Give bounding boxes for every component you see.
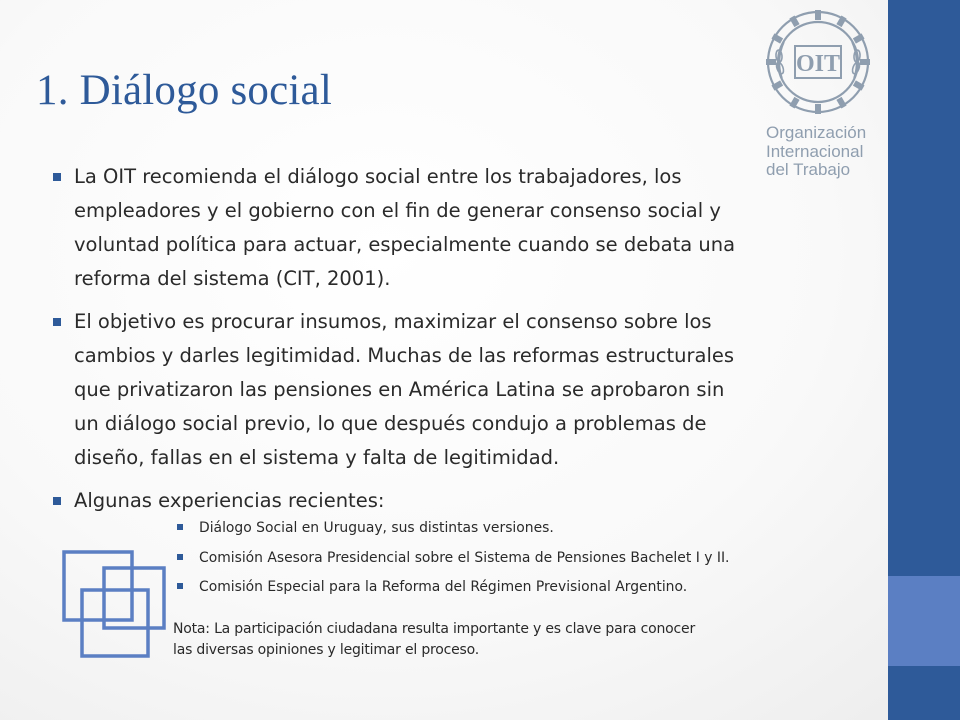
bullet-item [50, 305, 795, 475]
sub-bullet-item [175, 578, 795, 596]
bullet-list [50, 160, 795, 608]
org-name-line: Organización [766, 123, 867, 142]
sub-bullet-item [175, 549, 795, 567]
sub-bullet-text: Comisión Asesora Presidencial sobre el Sistema de Pensiones Bachelet I y II. [199, 549, 730, 566]
note-line: las diversas opiniones y legitimar el proceso. [173, 642, 480, 658]
square-bullet-icon [177, 524, 183, 530]
slide-title: 1. Diálogo social [36, 67, 332, 114]
right-accent-block [888, 576, 960, 666]
oit-logo [758, 8, 878, 120]
bullet-line: empleadores y el gobierno con el fin de generar consenso social y [74, 199, 721, 222]
bullet-line: reforma del sistema (CIT, 2001). [74, 267, 391, 290]
bullet-line: cambios y darles legitimidad. Muchas de las reformas estructurales [74, 344, 735, 367]
org-name-line: Internacional [766, 141, 864, 161]
square-bullet-icon [53, 497, 61, 505]
logo-acronym: OIT [795, 51, 841, 77]
bullet-line: Algunas experiencias recientes: [74, 489, 385, 512]
bullet-line: El objetivo es procurar insumos, maximizar el consenso sobre los [74, 310, 712, 333]
square-bullet-icon [53, 173, 61, 181]
sub-bullet-text: Diálogo Social en Uruguay, sus distintas versiones. [199, 520, 554, 536]
note-line: Nota: La participación ciudadana resulta importante y es clave para conocer [173, 621, 696, 637]
sub-bullet-list [175, 519, 795, 596]
sub-bullet-item [175, 519, 795, 537]
note-text [173, 619, 853, 661]
square-bullet-icon [53, 318, 61, 326]
bullet-item [50, 160, 795, 296]
overlapping-squares-graphic [58, 548, 178, 666]
org-name-line: del Trabajo [766, 160, 851, 179]
bullet-line: un diálogo social previo, lo que después condujo a problemas de [74, 412, 707, 435]
bullet-line: La OIT recomienda el diálogo social entre los trabajadores, los [74, 165, 682, 188]
sub-bullet-text: Comisión Especial para la Reforma del Régimen Previsional Argentino. [199, 579, 688, 595]
bullet-line: que privatizaron las pensiones en América Latina se aprobaron sin [74, 378, 725, 401]
bullet-line: voluntad política para actuar, especialmente cuando se debata una [74, 233, 736, 256]
bullet-line: diseño, fallas en el sistema y falta de legitimidad. [74, 446, 560, 469]
